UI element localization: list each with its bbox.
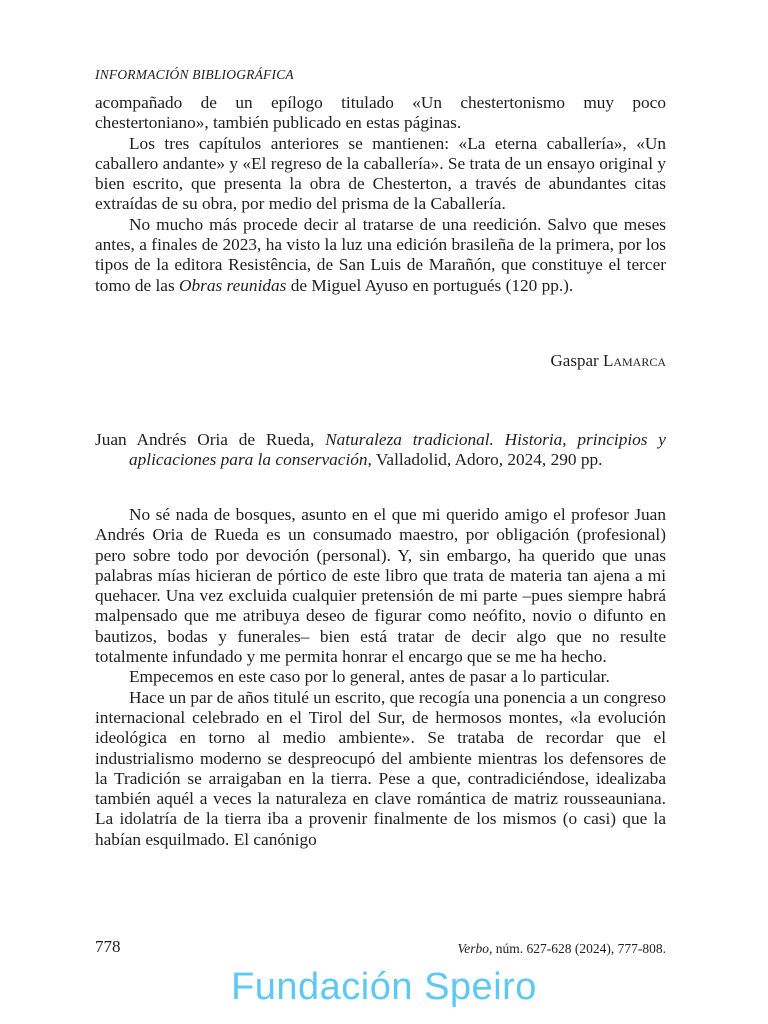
book-reference	[95, 430, 666, 471]
journal-name: Verbo,	[457, 941, 493, 956]
ref-title: Naturaleza tradicional. Historia, principios y aplicaciones para la conservación	[129, 430, 666, 470]
paragraph: No sé nada de bosques, asunto en el que mi querido amigo el profesor Juan Andrés Oria de Rueda es un consumado maestro, por obligación (profesional) pero sobre todo por devoción (personal). Y, sin embargo, ha querido que unas palabras mías hicieran de pórtico de este libro que trata de materia tan ajena a mi quehacer. Una vez excluida cualquier pretensión de mi parte –pues siempre habrá malpensado que me atribuya deseo de figurar como neófito, novio o difunto en bautizos, bodas y funerales– bien está tratar de decir algo que no resulte totalmente infundado y me permita honrar el encargo que se me ha hecho.	[95, 505, 666, 667]
running-head: INFORMACIÓN BIBLIOGRÁFICA	[95, 67, 294, 82]
review-1-author	[551, 351, 666, 371]
journal-issue: núm. 627-628 (2024), 777-808.	[492, 941, 666, 956]
ref-author: Juan Andrés Oria de Rueda,	[95, 430, 326, 449]
review-1-body	[95, 93, 666, 296]
watermark: Fundación Speiro	[231, 966, 537, 1008]
paragraph-text: de Miguel Ayuso en portugués (120 pp.).	[286, 275, 574, 295]
ref-publication: , Valladolid, Adoro, 2024, 290 pp.	[367, 450, 603, 470]
journal-citation	[458, 941, 666, 957]
paragraph: acompañado de un epílogo titulado «Un chestertonismo muy poco chestertoniano», también publicado en estas páginas.	[95, 93, 666, 133]
paragraph-text: No mucho más procede decir al tratarse de una reedición. Salvo que meses antes, a finales de 2023, ha visto la luz una edición brasileña de la primera, por los tipos de la editora Resistência, de San Luis de Marañón, que constituye el tercer tomo de las	[95, 214, 666, 295]
italic-title: Obras reunidas	[179, 275, 287, 295]
paragraph	[95, 215, 666, 296]
author-last-name: Lamarca	[602, 351, 666, 370]
review-2-body	[95, 505, 666, 850]
paragraph: Empecemos en este caso por lo general, antes de pasar a lo particular.	[129, 667, 610, 687]
page-number: 778	[95, 937, 121, 956]
author-first-name: Gaspar	[550, 351, 603, 370]
paragraph: Hace un par de años titulé un escrito, que recogía una ponencia a un congreso internacional celebrado en el Tirol del Sur, de hermosos montes, «la evolución ideológica en torno al medio ambiente». Se trataba de recordar que el industrialismo moderno se despreocupó del ambiente mientras los defensores de la Tradición se arraigaban en la tierra. Pese a que, contradiciéndose, idealizaba también aquél a veces la naturaleza en clave romántica de matriz rousseauniana. La idolatría de la tierra iba a provenir finalmente de los mismos (o casi) que la habían esquilmado. El canónigo	[95, 687, 666, 849]
paragraph: Los tres capítulos anteriores se mantienen: «La eterna caballería», «Un caballero andante» y «El regreso de la caballería». Se trata de un ensayo original y bien escrito, que presenta la obra de Chesterton, a través de abundantes citas extraídas de su obra, por medio del prisma de la Caballería.	[95, 133, 666, 214]
